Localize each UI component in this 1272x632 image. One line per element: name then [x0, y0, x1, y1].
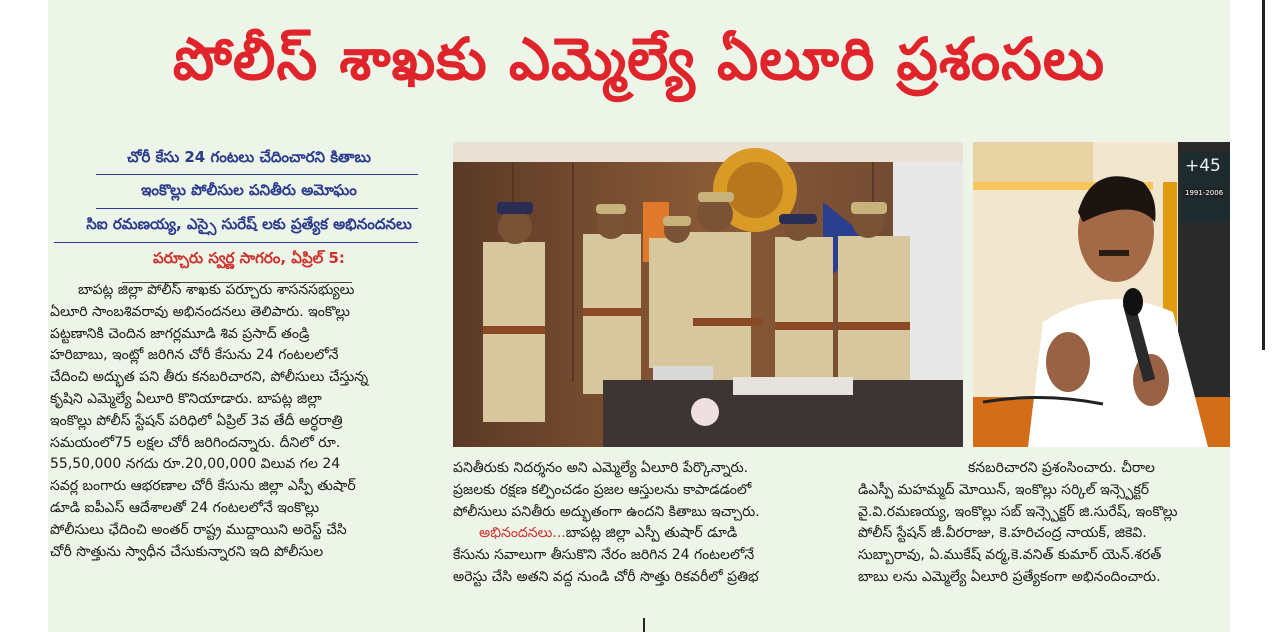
article-line: సవర్ల బంగారు ఆభరణాల చోరీ కేసును జిల్లా ఎస్పీ తుషార్ [50, 478, 356, 495]
lead-in-rest: బాపట్ల జిల్లా ఎస్పీ తుషార్ డూడి [565, 525, 738, 542]
article-line: చోరీ సొత్తును స్వాధీన చేసుకున్నారని ఇది పోలీసుల [50, 543, 324, 560]
article-line: సుబ్బారావు, ఏ.ముకేష్ వర్మ,కె.వనిత్ కుమార్ యెన్.శరత్ [858, 547, 1162, 564]
article-line: సమయంలో75 లక్షల చోరీ జరిగిందన్నారు. దీనిలో రూ. [50, 434, 341, 451]
article-line: బాపట్ల జిల్లా పోలీస్ శాఖకు పర్చూరు శాసనసభ్యులు [78, 282, 355, 298]
article-line: ఏలూరి సాంబశివరావు అభినందనలు తెలిపారు. ఇంకొల్లు [50, 303, 350, 320]
photo-screen-tag: 1991-2006 [1185, 189, 1224, 197]
subhead-3: సిఐ రమణయ్య, ఎస్సై సురేష్ లకు ప్రత్యేక అభినందనలు [86, 215, 412, 233]
subhead-1: చోరీ కేసు 24 గంటలు చేదించారని కితాబు [127, 148, 371, 166]
article-line: 55,50,000 నగదు రూ.20,00,000 విలువ గల 24 [50, 456, 341, 473]
article-line: ప్రజలకు రక్షణ కల్పించడం ప్రజల ఆస్తులను కాపాడడంలో [453, 481, 752, 498]
article-line: పట్టణానికి చెందిన జాగర్లమూడి శివ ప్రసాద్ తండ్రి [50, 325, 310, 342]
headline: పోలీస్ శాఖకు ఎమ్మెల్యే ఏలూరి ప్రశంసలు [172, 24, 1106, 93]
article-column-3 [858, 458, 1230, 589]
subhead-divider [96, 174, 418, 175]
article-column-2 [453, 458, 827, 589]
photo-screen-number: +45 [1185, 156, 1221, 176]
article-line: పనితీరుకు నిదర్శనం అని ఎమ్మెల్యే ఏలూరి పేర్కొన్నారు. [453, 460, 749, 476]
subhead-2: ఇంకొల్లు పోలీసుల పనితీరు అమోఘం [141, 181, 357, 199]
article-line: ఇంకొల్లు పోలీస్ స్టేషన్ పరిధిలో ఏప్రిల్ 3వ తేదీ అర్ధరాత్రి [50, 412, 343, 429]
article-line: కృషిని ఎమ్మెల్యే ఏలూరి కొనియాడారు. బాపట్ల జిల్లా [50, 390, 322, 407]
article-column-1 [50, 280, 420, 563]
lead-in-label: అభినందనలు... [479, 525, 566, 542]
mla-speaking-photo [973, 142, 1230, 447]
article-line [453, 523, 827, 545]
article-line: కేసును సవాలుగా తీసుకొని నేరం జరిగిన 24 గంటలలోనే [453, 547, 755, 564]
article-line: బాబు లను ఎమ్మెల్యే ఏలూరి ప్రత్యేకంగా అభినందించారు. [858, 568, 1161, 585]
subhead-divider [54, 242, 418, 243]
dateline: పర్చూరు స్వర్ణ సాగరం, ఏప్రిల్ 5: [153, 249, 345, 267]
bottom-tick [643, 618, 645, 632]
article-line: కనబరిచారని ప్రశంసించారు. చీరాల [968, 460, 1155, 476]
article-line: పోలీసులు ఛేదించి అంతర్ రాష్ట్ర ముద్దాయిని అరెస్ట్ చేసి [50, 521, 347, 538]
article-line: డూడి ఐపీఎస్ ఆదేశాలతో 24 గంటలలోనే ఇంకొల్లు [50, 499, 320, 516]
police-officers-photo [453, 142, 963, 447]
article-line: చేదించి అద్భుత పని తీరు కనబరిచారని, పోలీసులు చేస్తున్న [50, 369, 369, 386]
subhead-divider [96, 208, 418, 209]
article-line: డిఎస్పీ మహమ్మద్ మోయిన్, ఇంకొల్లు సర్కిల్ ఇన్స్పెక్టర్ [858, 481, 1150, 498]
article-line: వై.వి.రమణయ్య, ఇంకొల్లు సబ్ ఇన్స్పెక్టర్ జి.సురేష్, ఇంకొల్లు [858, 503, 1178, 520]
article-line: పోలీసులు పనితీరు అద్భుతంగా ఉందని కితాబు ఇచ్చారు. [453, 503, 760, 520]
article-line: హరిబాబు, ఇంట్లో జరిగిన చోరీ కేసును 24 గంటలలోనే [50, 347, 339, 364]
article-line: పోలీస్ స్టేషన్ జీ.వీరరాజు, కె.హరిచంద్ర నాయక్, జికెవి. [858, 525, 1147, 542]
column-rule [1262, 0, 1265, 350]
article-line: అరెస్టు చేసి అతని వద్ద నుండి చోరీ సొత్తు రికవరీలో ప్రతిభ [453, 568, 759, 585]
